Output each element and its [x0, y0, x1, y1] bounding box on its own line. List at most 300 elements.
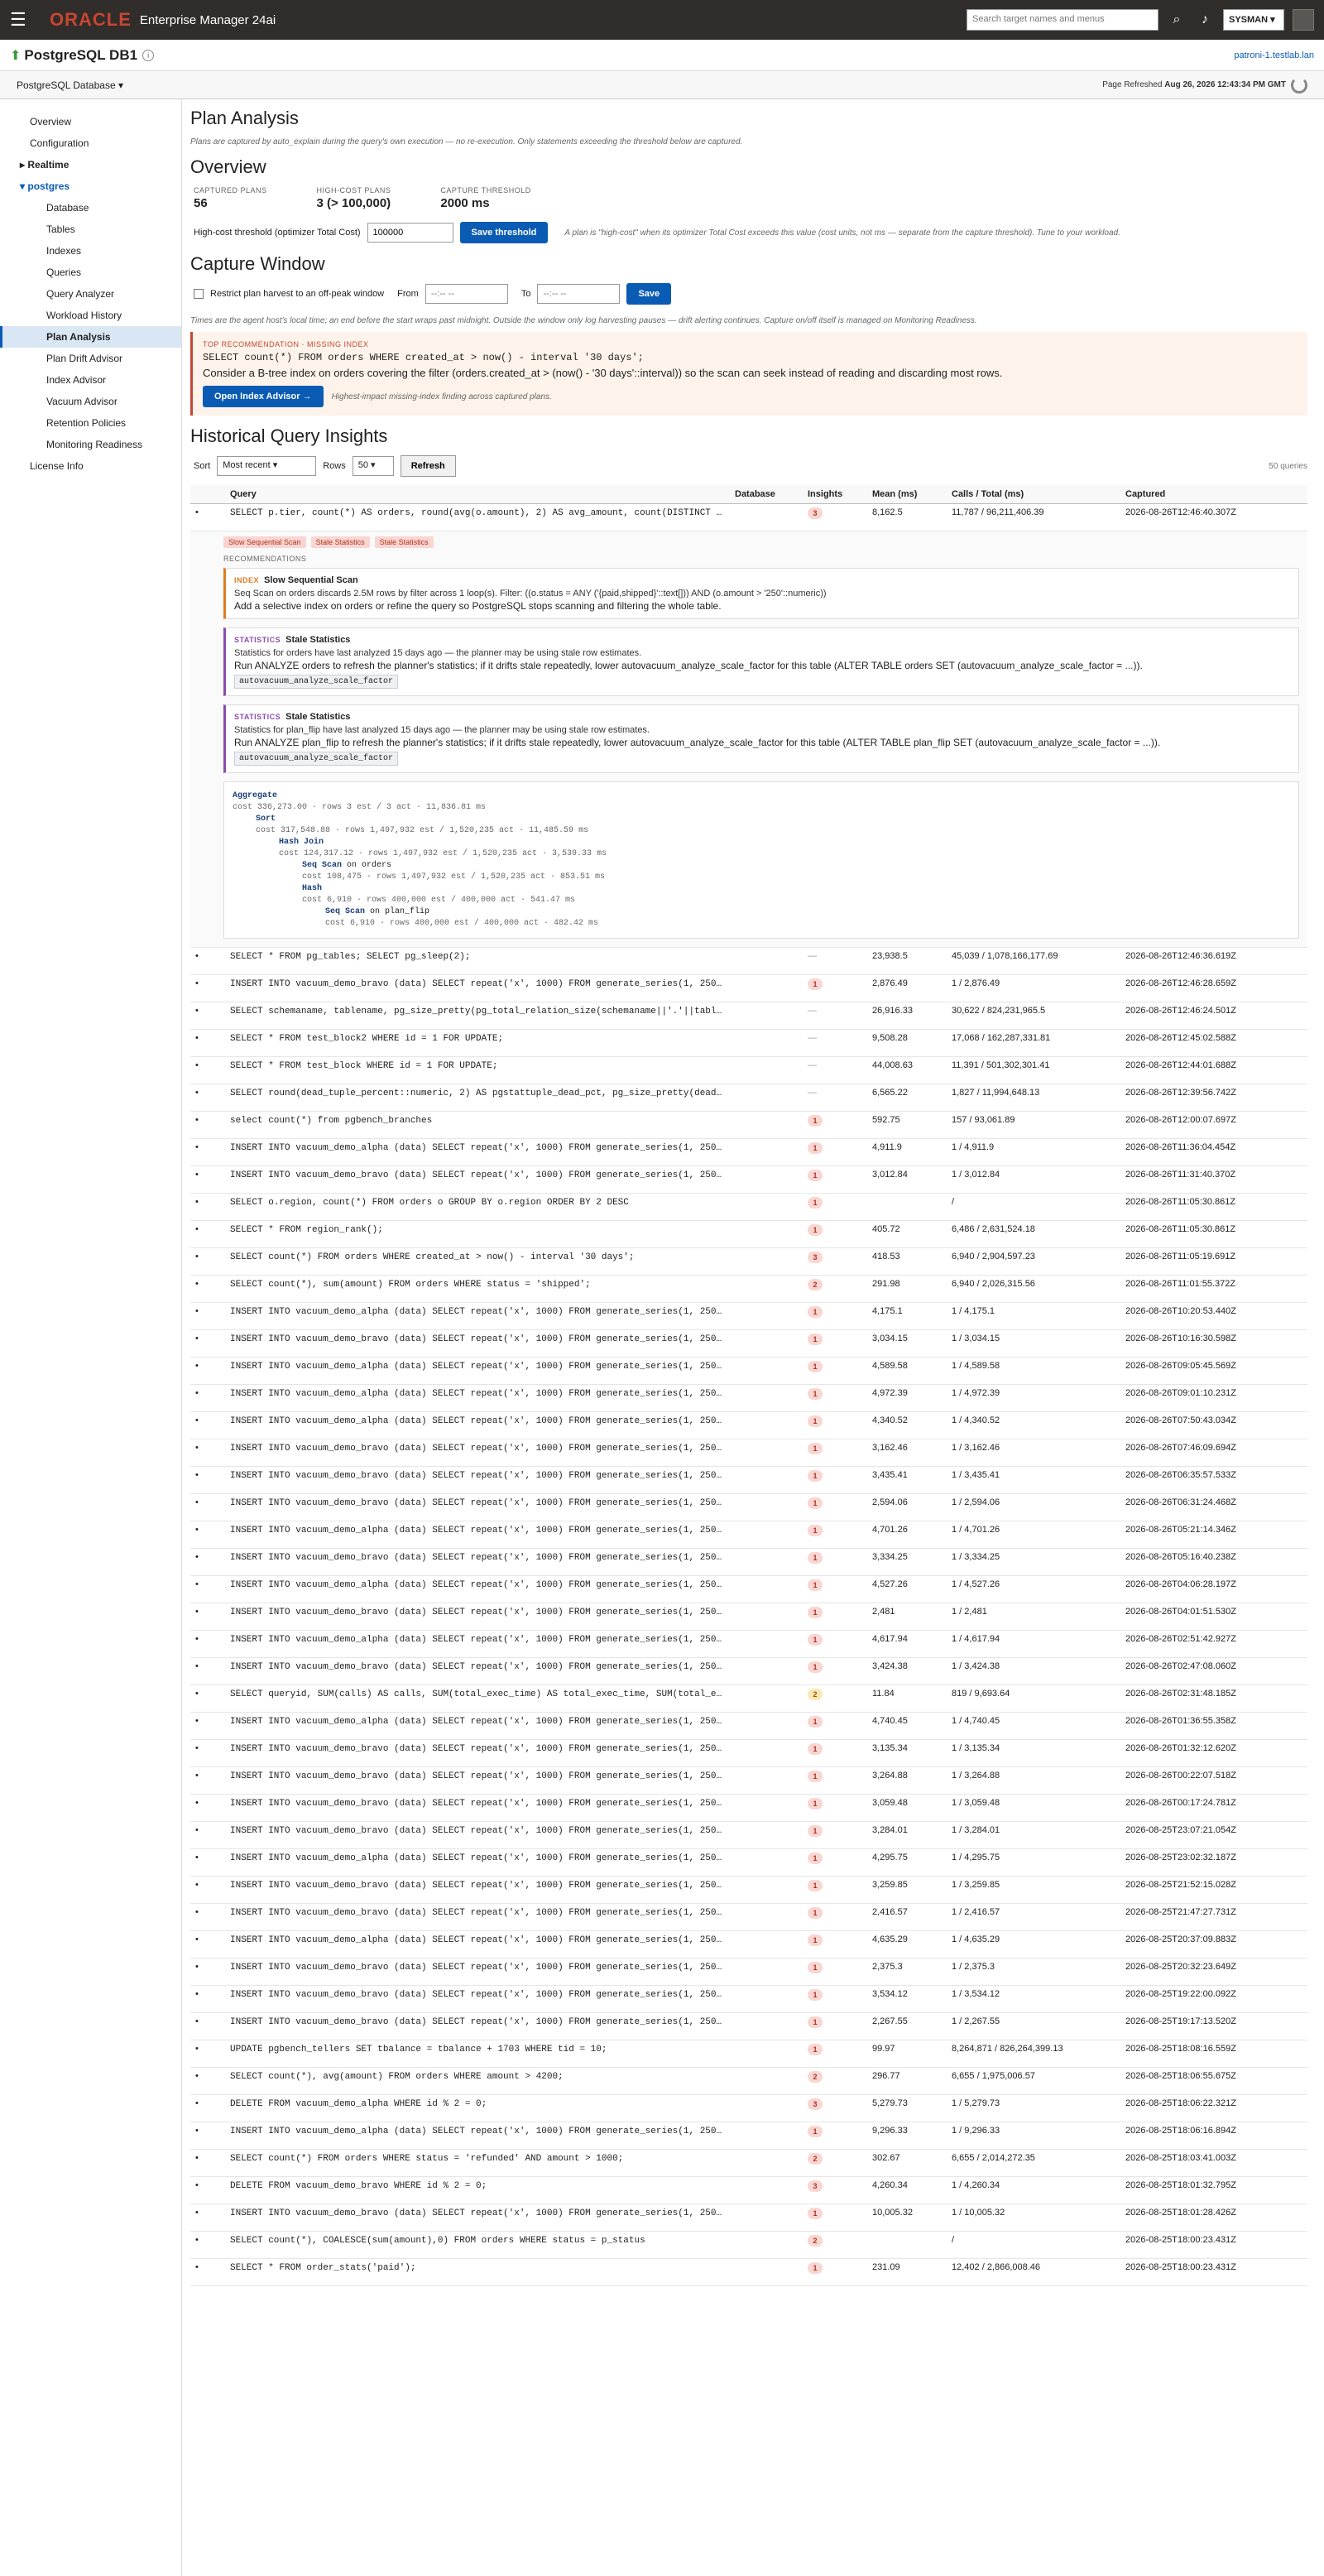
row-toggle[interactable]: •	[190, 2149, 225, 2176]
refresh-button[interactable]: Refresh	[401, 455, 456, 477]
recommendation-card	[223, 627, 1299, 696]
table-row[interactable]	[190, 2012, 1307, 2040]
top-bar	[0, 0, 1324, 40]
sidebar-item-license-info[interactable]: License Info	[30, 460, 84, 472]
captured-time: 2026-08-26T12:46:24.501Z	[1120, 1002, 1307, 1029]
row-toggle[interactable]: •	[190, 1275, 225, 1302]
query-text[interactable]: SELECT * FROM order_stats('paid');	[225, 2258, 730, 2285]
query-text[interactable]: INSERT INTO vacuum_demo_alpha (data) SELECT repeat('x', 1000) FROM generate_series(1, 250…	[225, 1302, 730, 1329]
query-text[interactable]: SELECT count(*), COALESCE(sum(amount),0) FROM orders WHERE status = p_status	[225, 2231, 730, 2258]
calls-total: 1 / 2,481	[947, 1603, 1120, 1630]
target-menu-bar	[0, 71, 1324, 99]
row-toggle[interactable]: •	[190, 1220, 225, 1247]
row-toggle[interactable]: •	[190, 1876, 225, 1903]
table-row[interactable]	[190, 1220, 1307, 1247]
table-row[interactable]	[190, 2204, 1307, 2231]
table-row[interactable]	[190, 1521, 1307, 1548]
table-row[interactable]	[190, 1903, 1307, 1930]
calls-total: 1 / 4,635.29	[947, 1930, 1120, 1958]
rows-select[interactable]: 50 ▾	[353, 456, 394, 476]
table-row[interactable]	[190, 1684, 1307, 1712]
insight-badge[interactable]: 2	[808, 1279, 823, 1290]
insight-badge[interactable]: 1	[808, 2126, 823, 2137]
captured-time: 2026-08-25T23:07:21.054Z	[1120, 1821, 1307, 1848]
row-toggle[interactable]: •	[190, 1848, 225, 1876]
database-cell	[730, 1521, 803, 1548]
row-toggle[interactable]: •	[190, 1029, 225, 1056]
query-text[interactable]: INSERT INTO vacuum_demo_bravo (data) SELECT repeat('x', 1000) FROM generate_series(1, 250…	[225, 1657, 730, 1684]
insight-badge[interactable]: 1	[808, 1142, 823, 1154]
query-text[interactable]: INSERT INTO vacuum_demo_bravo (data) SELECT repeat('x', 1000) FROM generate_series(1, 250…	[225, 1439, 730, 1466]
table-row[interactable]	[190, 1111, 1307, 1138]
insight-badge[interactable]: 1	[808, 2016, 823, 2028]
mean-ms: 296.77	[867, 2067, 947, 2094]
mean-ms: 44,008.63	[867, 1056, 947, 1084]
database-cell	[730, 1193, 803, 1220]
table-row[interactable]	[190, 503, 1307, 531]
user-name: SYSMAN	[1229, 15, 1269, 25]
row-toggle[interactable]: •	[190, 2176, 225, 2204]
captured-time: 2026-08-26T10:16:30.598Z	[1120, 1329, 1307, 1357]
table-row[interactable]	[190, 1848, 1307, 1876]
row-toggle[interactable]: •	[190, 1329, 225, 1357]
sidebar-item-plan-analysis[interactable]: Plan Analysis	[0, 326, 181, 348]
sidebar-item-indexes[interactable]: Indexes	[46, 245, 82, 257]
insight-badge[interactable]: 1	[808, 1771, 823, 1782]
insight-badge[interactable]: 1	[808, 1579, 823, 1591]
table-row[interactable]	[190, 1247, 1307, 1275]
search-icon[interactable]: ⌕	[1173, 12, 1181, 26]
table-row[interactable]	[190, 1739, 1307, 1766]
query-text[interactable]: INSERT INTO vacuum_demo_bravo (data) SELECT repeat('x', 1000) FROM generate_series(1, 250…	[225, 1821, 730, 1848]
query-text[interactable]: SELECT * FROM pg_tables; SELECT pg_sleep(2);	[225, 947, 730, 974]
sidebar-item-retention-policies[interactable]: Retention Policies	[46, 417, 127, 429]
insight-badge[interactable]: 1	[808, 1170, 823, 1181]
db-type-menu[interactable]: PostgreSQL Database ▾	[17, 79, 123, 91]
row-toggle[interactable]: •	[190, 1930, 225, 1958]
captured-time: 2026-08-26T12:00:07.697Z	[1120, 1111, 1307, 1138]
table-row[interactable]	[190, 1357, 1307, 1384]
row-toggle[interactable]: •	[190, 1002, 225, 1029]
table-row[interactable]	[190, 1384, 1307, 1411]
calls-total: 1 / 3,162.46	[947, 1439, 1120, 1466]
query-text[interactable]: INSERT INTO vacuum_demo_bravo (data) SELECT repeat('x', 1000) FROM generate_series(1, 250…	[225, 1903, 730, 1930]
table-row[interactable]	[190, 1548, 1307, 1575]
insight-badge[interactable]: 1	[808, 2208, 823, 2219]
open-index-advisor-button[interactable]: Open Index Advisor →	[203, 386, 324, 407]
query-text[interactable]: INSERT INTO vacuum_demo_bravo (data) SELECT repeat('x', 1000) FROM generate_series(1, 250…	[225, 1548, 730, 1575]
row-toggle[interactable]: •	[190, 2258, 225, 2285]
insight-badge[interactable]: 1	[808, 1306, 823, 1318]
table-row[interactable]	[190, 1302, 1307, 1329]
sidebar-item-postgres[interactable]	[0, 175, 181, 197]
calls-total: 1 / 2,267.55	[947, 2012, 1120, 2040]
insight-badge[interactable]: 1	[808, 1443, 823, 1454]
database-cell	[730, 1821, 803, 1848]
insights-cell	[803, 2258, 867, 2285]
captured-time: 2026-08-25T20:32:23.649Z	[1120, 1958, 1307, 1985]
row-toggle[interactable]: •	[190, 1575, 225, 1603]
insights-cell	[803, 1794, 867, 1821]
insights-cell	[803, 1821, 867, 1848]
sidebar-item-realtime[interactable]	[0, 154, 181, 175]
insight-badge[interactable]: 1	[808, 1716, 823, 1728]
table-row[interactable]	[190, 1056, 1307, 1084]
table-row[interactable]	[190, 2040, 1307, 2067]
user-menu[interactable]: SYSMAN ▾	[1223, 9, 1284, 31]
row-toggle[interactable]: •	[190, 1603, 225, 1630]
insight-badge[interactable]: 1	[808, 1197, 823, 1209]
table-row[interactable]	[190, 1329, 1307, 1357]
query-text[interactable]: SELECT o.region, count(*) FROM orders o GROUP BY o.region ORDER BY 2 DESC	[225, 1193, 730, 1220]
query-text[interactable]: SELECT count(*), sum(amount) FROM orders WHERE status = 'shipped';	[225, 1275, 730, 1302]
threshold-input[interactable]	[367, 223, 453, 243]
recommendation-card	[223, 704, 1299, 773]
insight-badge[interactable]: 1	[808, 2262, 823, 2274]
product-name: Enterprise Manager 24ai	[139, 12, 276, 27]
query-text[interactable]: INSERT INTO vacuum_demo_alpha (data) SELECT repeat('x', 1000) FROM generate_series(1, 250…	[225, 1848, 730, 1876]
insight-badge[interactable]: 1	[808, 1607, 823, 1618]
threshold-note: A plan is "high-cost" when its optimizer Total Cost exceeds this value (cost units, not ms — separate from the capture threshold). Tune to your workload.	[564, 228, 1120, 238]
query-text[interactable]: select count(*) from pgbench_branches	[225, 1111, 730, 1138]
row-toggle[interactable]: •	[190, 1821, 225, 1848]
sidebar-item-query-analyzer[interactable]: Query Analyzer	[46, 288, 115, 300]
insight-badge[interactable]: 1	[808, 1361, 823, 1372]
insight-badge[interactable]: 1	[808, 1880, 823, 1891]
table-row[interactable]	[190, 2094, 1307, 2122]
row-toggle[interactable]: •	[190, 1712, 225, 1739]
row-toggle[interactable]: •	[190, 1630, 225, 1657]
insight-badge[interactable]: 3	[808, 1252, 823, 1263]
table-row[interactable]	[190, 1138, 1307, 1165]
insights-cell	[803, 1684, 867, 1712]
database-cell	[730, 1930, 803, 1958]
row-toggle[interactable]: •	[190, 1739, 225, 1766]
row-toggle[interactable]: •	[190, 1684, 225, 1712]
row-toggle[interactable]: •	[190, 1084, 225, 1111]
sidebar-item-monitoring-readiness[interactable]: Monitoring Readiness	[46, 439, 143, 450]
query-text[interactable]: DELETE FROM vacuum_demo_bravo WHERE id % 2 = 0;	[225, 2176, 730, 2204]
row-toggle[interactable]: •	[190, 2204, 225, 2231]
insight-badge[interactable]: 3	[808, 2098, 823, 2110]
insight-badge[interactable]: 1	[808, 1552, 823, 1564]
captured-time: 2026-08-26T11:05:30.861Z	[1120, 1193, 1307, 1220]
insights-cell	[803, 1630, 867, 1657]
query-text[interactable]: SELECT * FROM test_block2 WHERE id = 1 FOR UPDATE;	[225, 1029, 730, 1056]
query-text[interactable]: INSERT INTO vacuum_demo_alpha (data) SELECT repeat('x', 1000) FROM generate_series(1, 250…	[225, 1138, 730, 1165]
table-row[interactable]	[190, 1985, 1307, 2012]
sidebar-item-overview[interactable]: Overview	[30, 116, 72, 127]
query-text[interactable]: INSERT INTO vacuum_demo_bravo (data) SELECT repeat('x', 1000) FROM generate_series(1, 250…	[225, 974, 730, 1002]
row-toggle[interactable]: •	[190, 1302, 225, 1329]
insight-badge[interactable]: 2	[808, 2235, 823, 2247]
query-text[interactable]: INSERT INTO vacuum_demo_alpha (data) SELECT repeat('x', 1000) FROM generate_series(1, 250…	[225, 1930, 730, 1958]
row-toggle[interactable]: •	[190, 1903, 225, 1930]
insight-badge[interactable]: 1	[808, 1907, 823, 1919]
expand-column	[190, 485, 225, 503]
database-cell	[730, 1439, 803, 1466]
row-toggle[interactable]: •	[190, 2122, 225, 2149]
query-text[interactable]: INSERT INTO vacuum_demo_bravo (data) SELECT repeat('x', 1000) FROM generate_series(1, 250…	[225, 1165, 730, 1193]
insight-badge[interactable]: 1	[808, 1989, 823, 2001]
database-cell	[730, 1575, 803, 1603]
table-row[interactable]	[190, 1794, 1307, 1821]
table-row[interactable]	[190, 1657, 1307, 1684]
query-text[interactable]: INSERT INTO vacuum_demo_bravo (data) SELECT repeat('x', 1000) FROM generate_series(1, 250…	[225, 1794, 730, 1821]
capture-window-title: Capture Window	[190, 253, 325, 274]
row-toggle[interactable]: •	[190, 974, 225, 1002]
sidebar-item-plan-drift-advisor[interactable]: Plan Drift Advisor	[46, 353, 123, 364]
table-row[interactable]	[190, 1193, 1307, 1220]
host-link[interactable]: patroni-1.testlab.lan	[1234, 50, 1314, 60]
row-toggle[interactable]: •	[190, 2012, 225, 2040]
query-text[interactable]: SELECT p.tier, count(*) AS orders, round(avg(o.amount), 2) AS avg_amount, count(DISTINCT …	[225, 503, 730, 531]
captured-time: 2026-08-26T11:01:55.372Z	[1120, 1275, 1307, 1302]
insights-cell	[803, 1357, 867, 1384]
sidebar-item-label: postgres	[27, 180, 70, 192]
query-text[interactable]: INSERT INTO vacuum_demo_bravo (data) SELECT repeat('x', 1000) FROM generate_series(1, 250…	[225, 1958, 730, 1985]
query-text[interactable]: INSERT INTO vacuum_demo_bravo (data) SELECT repeat('x', 1000) FROM generate_series(1, 250…	[225, 1739, 730, 1766]
table-row[interactable]	[190, 1930, 1307, 1958]
table-row[interactable]	[190, 1630, 1307, 1657]
menu-icon[interactable]: ☰	[10, 9, 26, 30]
insight-badge[interactable]: 1	[808, 1334, 823, 1345]
calls-total: 1 / 3,264.88	[947, 1766, 1120, 1794]
insight-badge[interactable]: 2	[808, 2153, 823, 2165]
table-row[interactable]	[190, 2231, 1307, 2258]
query-text[interactable]: SELECT count(*) FROM orders WHERE status = 'refunded' AND amount > 1000;	[225, 2149, 730, 2176]
table-row[interactable]	[190, 2122, 1307, 2149]
table-row[interactable]	[190, 2149, 1307, 2176]
row-toggle[interactable]: •	[190, 1357, 225, 1384]
query-text[interactable]: INSERT INTO vacuum_demo_alpha (data) SELECT repeat('x', 1000) FROM generate_series(1, 250…	[225, 2122, 730, 2149]
row-toggle[interactable]: •	[190, 1111, 225, 1138]
query-text[interactable]: SELECT count(*) FROM orders WHERE created_at > now() - interval '30 days';	[225, 1247, 730, 1275]
table-row[interactable]	[190, 1603, 1307, 1630]
mean-ms: 4,701.26	[867, 1521, 947, 1548]
row-toggle[interactable]: •	[190, 1958, 225, 1985]
insight-badge[interactable]: 1	[808, 1853, 823, 1864]
info-icon[interactable]: i	[142, 50, 154, 61]
insight-badge[interactable]: 1	[808, 1525, 823, 1536]
grid-icon[interactable]	[1293, 9, 1314, 31]
expanded-details	[190, 531, 1307, 947]
row-toggle[interactable]: •	[190, 1548, 225, 1575]
row-toggle[interactable]: •	[190, 2067, 225, 2094]
from-time-input[interactable]	[425, 284, 508, 304]
table-row[interactable]	[190, 1084, 1307, 1111]
sidebar-item-tables[interactable]: Tables	[46, 223, 75, 235]
row-toggle[interactable]: •	[190, 947, 225, 974]
insight-badge[interactable]: 1	[808, 1388, 823, 1400]
table-row[interactable]	[190, 1575, 1307, 1603]
row-toggle[interactable]: •	[190, 1766, 225, 1794]
recommendation-desc: Statistics for plan_flip have last analyzed 15 days ago — the planner may be using stale row estimates.	[234, 724, 650, 735]
row-toggle[interactable]: •	[190, 1165, 225, 1193]
query-text[interactable]: INSERT INTO vacuum_demo_alpha (data) SELECT repeat('x', 1000) FROM generate_series(1, 250…	[225, 1630, 730, 1657]
query-text[interactable]: INSERT INTO vacuum_demo_bravo (data) SELECT repeat('x', 1000) FROM generate_series(1, 250…	[225, 1876, 730, 1903]
query-text[interactable]: INSERT INTO vacuum_demo_bravo (data) SELECT repeat('x', 1000) FROM generate_series(1, 250…	[225, 2012, 730, 2040]
table-row[interactable]	[190, 2176, 1307, 2204]
insights-cell	[803, 1930, 867, 1958]
insight-badge[interactable]: 1	[808, 1415, 823, 1427]
query-text[interactable]: INSERT INTO vacuum_demo_bravo (data) SELECT repeat('x', 1000) FROM generate_series(1, 250…	[225, 1466, 730, 1493]
target-header	[0, 40, 1324, 71]
sidebar-item-configuration[interactable]: Configuration	[30, 137, 89, 149]
query-text[interactable]: DELETE FROM vacuum_demo_alpha WHERE id % 2 = 0;	[225, 2094, 730, 2122]
captured-time: 2026-08-26T01:36:55.358Z	[1120, 1712, 1307, 1739]
query-text[interactable]: SELECT * FROM region_rank();	[225, 1220, 730, 1247]
row-toggle[interactable]: •	[190, 1439, 225, 1466]
row-toggle[interactable]: •	[190, 1384, 225, 1411]
sidebar-item-label: Realtime	[27, 159, 70, 171]
insight-badge[interactable]: 1	[808, 1634, 823, 1646]
caret-right-icon: ▸	[20, 159, 28, 171]
row-toggle[interactable]: •	[190, 1657, 225, 1684]
database-cell	[730, 1903, 803, 1930]
query-text[interactable]: INSERT INTO vacuum_demo_bravo (data) SELECT repeat('x', 1000) FROM generate_series(1, 250…	[225, 1603, 730, 1630]
row-toggle[interactable]: •	[190, 1056, 225, 1084]
row-toggle[interactable]: •	[190, 1493, 225, 1521]
row-toggle[interactable]: •	[190, 503, 225, 531]
insight-badge[interactable]: 1	[808, 978, 823, 990]
insight-badge[interactable]: 1	[808, 1115, 823, 1127]
query-text[interactable]: INSERT INTO vacuum_demo_alpha (data) SELECT repeat('x', 1000) FROM generate_series(1, 250…	[225, 1575, 730, 1603]
oracle-logo: ORACLE	[50, 9, 132, 30]
captured-time: 2026-08-26T07:50:43.034Z	[1120, 1411, 1307, 1439]
insight-badge[interactable]: 1	[808, 1224, 823, 1236]
query-text[interactable]: SELECT round(dead_tuple_percent::numeric, 2) AS pgstattuple_dead_pct, pg_size_pretty(dead…	[225, 1084, 730, 1111]
query-text[interactable]: INSERT INTO vacuum_demo_alpha (data) SELECT repeat('x', 1000) FROM generate_series(1, 250…	[225, 1521, 730, 1548]
top-recommendation	[190, 332, 1307, 416]
query-text[interactable]: INSERT INTO vacuum_demo_alpha (data) SELECT repeat('x', 1000) FROM generate_series(1, 250…	[225, 1411, 730, 1439]
database-cell	[730, 1329, 803, 1357]
mean-ms: 5,279.73	[867, 2094, 947, 2122]
to-time-input[interactable]	[537, 284, 620, 304]
mean-ms: 8,162.5	[867, 503, 947, 531]
query-text[interactable]: SELECT * FROM test_block WHERE id = 1 FOR UPDATE;	[225, 1056, 730, 1084]
insight-badge[interactable]: 1	[808, 1470, 823, 1482]
row-toggle[interactable]: •	[190, 1193, 225, 1220]
query-text[interactable]: UPDATE pgbench_tellers SET tbalance = tbalance + 1703 WHERE tid = 10;	[225, 2040, 730, 2067]
row-toggle[interactable]: •	[190, 1521, 225, 1548]
sort-select[interactable]: Most recent ▾	[217, 456, 316, 476]
row-toggle[interactable]: •	[190, 1466, 225, 1493]
sidebar-item-database[interactable]: Database	[46, 202, 89, 214]
plan-node-cost: cost 6,910 · rows 400,000 est / 400,000 act · 541.47 ms	[302, 895, 576, 905]
insight-badge[interactable]: 2	[808, 2071, 823, 2083]
calls-total: 1 / 5,279.73	[947, 2094, 1120, 2122]
table-row[interactable]	[190, 1439, 1307, 1466]
table-row[interactable]	[190, 1958, 1307, 1985]
calls-total: 1 / 4,740.45	[947, 1712, 1120, 1739]
sidebar-item-index-advisor[interactable]: Index Advisor	[46, 374, 107, 386]
query-text[interactable]: INSERT INTO vacuum_demo_bravo (data) SELECT repeat('x', 1000) FROM generate_series(1, 250…	[225, 1493, 730, 1521]
query-text[interactable]: INSERT INTO vacuum_demo_alpha (data) SELECT repeat('x', 1000) FROM generate_series(1, 250…	[225, 1357, 730, 1384]
sidebar-item-vacuum-advisor[interactable]: Vacuum Advisor	[46, 396, 118, 407]
insight-badge[interactable]: 3	[808, 2180, 823, 2192]
row-toggle[interactable]: •	[190, 2040, 225, 2067]
calls-total: 1 / 3,534.12	[947, 1985, 1120, 2012]
row-toggle[interactable]: •	[190, 1138, 225, 1165]
captured-time: 2026-08-25T18:03:41.003Z	[1120, 2149, 1307, 2176]
query-text[interactable]: SELECT queryid, SUM(calls) AS calls, SUM(total_exec_time) AS total_exec_time, SUM(total_e…	[225, 1684, 730, 1712]
bell-icon[interactable]: ♪	[1202, 12, 1208, 26]
table-row[interactable]	[190, 1493, 1307, 1521]
calls-total: 1 / 4,911.9	[947, 1138, 1120, 1165]
table-row[interactable]	[190, 974, 1307, 1002]
plan-tree	[223, 781, 1299, 939]
save-threshold-button[interactable]: Save threshold	[460, 222, 549, 243]
query-text[interactable]: INSERT INTO vacuum_demo_bravo (data) SELECT repeat('x', 1000) FROM generate_series(1, 250…	[225, 2204, 730, 2231]
mean-ms: 4,589.58	[867, 1357, 947, 1384]
insight-badge[interactable]: 1	[808, 1743, 823, 1755]
calls-total: 1 / 3,135.34	[947, 1739, 1120, 1766]
table-row[interactable]	[190, 1165, 1307, 1193]
table-row[interactable]	[190, 1029, 1307, 1056]
sidebar-item-queries[interactable]: Queries	[46, 267, 82, 278]
query-text[interactable]: INSERT INTO vacuum_demo_alpha (data) SELECT repeat('x', 1000) FROM generate_series(1, 250…	[225, 1712, 730, 1739]
query-text[interactable]: INSERT INTO vacuum_demo_bravo (data) SELECT repeat('x', 1000) FROM generate_series(1, 250…	[225, 1329, 730, 1357]
table-row[interactable]	[190, 1766, 1307, 1794]
table-row[interactable]	[190, 947, 1307, 974]
insight-badge[interactable]: 1	[808, 1825, 823, 1837]
row-toggle[interactable]: •	[190, 1985, 225, 2012]
database-cell	[730, 1275, 803, 1302]
table-row[interactable]	[190, 1411, 1307, 1439]
stat-label: CAPTURE THRESHOLD	[440, 186, 531, 195]
no-insights: —	[808, 1087, 817, 1098]
insight-badge[interactable]: 1	[808, 1798, 823, 1809]
query-text[interactable]: INSERT INTO vacuum_demo_bravo (data) SELECT repeat('x', 1000) FROM generate_series(1, 250…	[225, 1985, 730, 2012]
insight-badge[interactable]: 1	[808, 1661, 823, 1673]
table-row[interactable]	[190, 1275, 1307, 1302]
insight-badge[interactable]: 1	[808, 1497, 823, 1509]
query-text[interactable]: INSERT INTO vacuum_demo_alpha (data) SELECT repeat('x', 1000) FROM generate_series(1, 250…	[225, 1384, 730, 1411]
insight-badge[interactable]: 3	[808, 507, 823, 519]
insight-badge[interactable]: 1	[808, 1962, 823, 1973]
database-cell	[730, 1493, 803, 1521]
query-text[interactable]: SELECT schemaname, tablename, pg_size_pretty(pg_total_relation_size(schemaname||'.'||tabl…	[225, 1002, 730, 1029]
mean-ms: 3,334.25	[867, 1548, 947, 1575]
table-row[interactable]	[190, 1712, 1307, 1739]
table-row[interactable]	[190, 1002, 1307, 1029]
restrict-checkbox[interactable]	[194, 289, 204, 299]
insight-badge[interactable]: 2	[808, 1689, 823, 1700]
query-text[interactable]: INSERT INTO vacuum_demo_bravo (data) SELECT repeat('x', 1000) FROM generate_series(1, 250…	[225, 1766, 730, 1794]
query-text[interactable]: SELECT count(*), avg(amount) FROM orders WHERE amount > 4200;	[225, 2067, 730, 2094]
row-toggle[interactable]: •	[190, 1411, 225, 1439]
plan-node-type: Aggregate	[233, 791, 278, 800]
save-window-button[interactable]: Save	[626, 283, 671, 305]
row-toggle[interactable]: •	[190, 2231, 225, 2258]
table-row[interactable]	[190, 2258, 1307, 2285]
table-row[interactable]	[190, 1466, 1307, 1493]
target-search-input[interactable]: Search target names and menus	[967, 9, 1158, 31]
row-toggle[interactable]: •	[190, 2094, 225, 2122]
row-toggle[interactable]: •	[190, 1247, 225, 1275]
insight-badge[interactable]: 1	[808, 2044, 823, 2055]
refresh-icon[interactable]	[1291, 77, 1307, 94]
insight-badge[interactable]: 1	[808, 1934, 823, 1946]
insights-cell	[803, 1548, 867, 1575]
row-toggle[interactable]: •	[190, 1794, 225, 1821]
captured-time: 2026-08-26T09:05:45.569Z	[1120, 1357, 1307, 1384]
table-row[interactable]	[190, 1876, 1307, 1903]
table-row[interactable]	[190, 1821, 1307, 1848]
table-row[interactable]	[190, 2067, 1307, 2094]
sidebar-item-workload-history[interactable]: Workload History	[46, 310, 122, 321]
